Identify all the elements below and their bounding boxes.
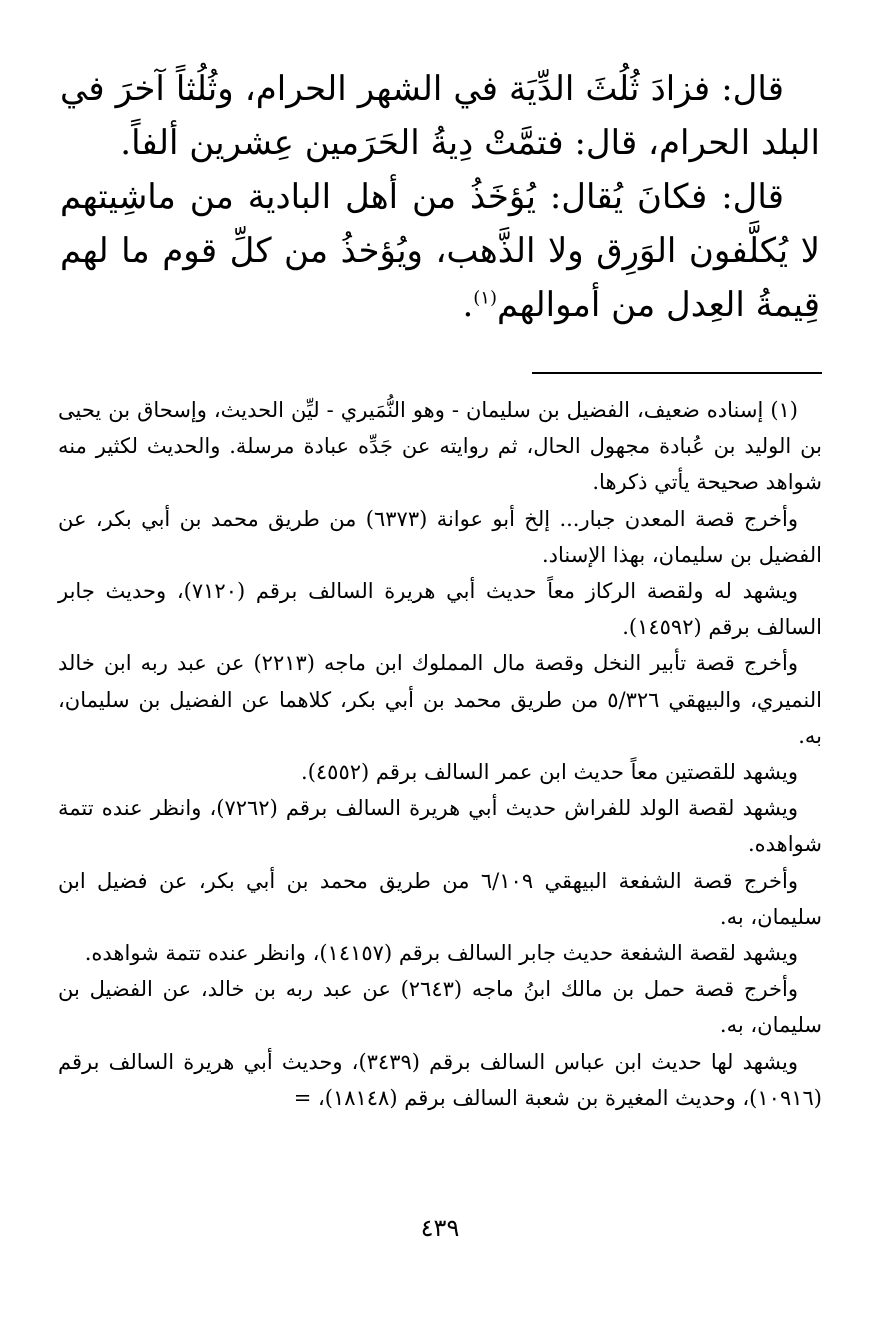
footnote-paragraph: (١) إسناده ضعيف، الفضيل بن سليمان - وهو النُّمَيري - ليِّن الحديث، وإسحاق بن يحيى بن الوليد بن عُبادة مجهول الحال، ثم روايته عن جَدِّه عبادة مرسلة. والحديث لكثير منه شواهد صحيحة يأتي ذكرها. — [58, 398, 822, 495]
footnote-paragraph: وأخرج قصة الشفعة البيهقي ٦/١٠٩ من طريق محمد بن أبي بكر، عن فضيل ابن سليمان، به. — [58, 868, 822, 929]
footnote-paragraph: ويشهد لها حديث ابن عباس السالف برقم (٣٤٣٩)، وحديث أبي هريرة السالف برقم (١٠٩١٦)، وحديث المغيرة بن شعبة السالف برقم (١٨١٤٨)، = — [58, 1049, 822, 1110]
footnote-paragraph: ويشهد لقصة الشفعة حديث جابر السالف برقم (١٤١٥٧)، وانظر عنده تتمة شواهده. — [84, 941, 798, 966]
footnote-paragraph: وأخرج قصة تأبير النخل وقصة مال المملوك ابن ماجه (٢٢١٣) عن عبد ربه ابن خالد النميري، والبيهقي ٥/٣٢٦ من طريق محمد بن أبي بكر، كلاهما عن الفضيل بن سليمان، به. — [58, 651, 822, 748]
footnote-reference[interactable]: (١) — [473, 287, 497, 309]
footnotes-section — [58, 392, 822, 1116]
footnote-paragraph: وأخرج قصة المعدن جبار... إلخ أبو عوانة (٦٣٧٣) من طريق محمد بن أبي بكر، عن الفضيل بن سليمان، بهذا الإسناد. — [58, 506, 822, 567]
footnote-paragraph: ويشهد له ولقصة الركاز معاً حديث أبي هريرة السالف برقم (٧١٢٠)، وحديث جابر السالف برقم (١٤٥٩٢). — [58, 579, 822, 640]
closing-period: . — [462, 285, 474, 325]
main-paragraph: قال: فكانَ يُقال: يُؤخَذُ من أهل البادية من ماشِيتهم لا يُكلَّفون الوَرِق ولا الذَّهب، ويُؤخذُ من كلِّ قوم ما لهم قِيمةُ العِدل من أموالهم$^{(١)}$. — [60, 177, 820, 325]
main-text — [60, 62, 820, 332]
footnote-paragraph: ويشهد لقصة الولد للفراش حديث أبي هريرة السالف برقم (٧٢٦٢)، وانظر عنده تتمة شواهده. — [58, 796, 822, 857]
footnote-separator — [532, 372, 822, 374]
footnote-paragraph: ويشهد للقصتين معاً حديث ابن عمر السالف برقم (٤٥٥٢). — [301, 760, 798, 785]
main-paragraph: قال: فزادَ ثُلُثَ الدِّيَة في الشهر الحرام، وثُلُثاً آخرَ في البلد الحرام، قال: فتمَّتْ دِيةُ الحَرَمين عِشرين ألفاً. — [60, 69, 820, 163]
footnote-paragraph: وأخرج قصة حمل بن مالك ابنُ ماجه (٢٦٤٣) عن عبد ربه بن خالد، عن الفضيل بن سليمان، به. — [58, 977, 822, 1038]
page-number: ٤٣٩ — [420, 1214, 460, 1242]
